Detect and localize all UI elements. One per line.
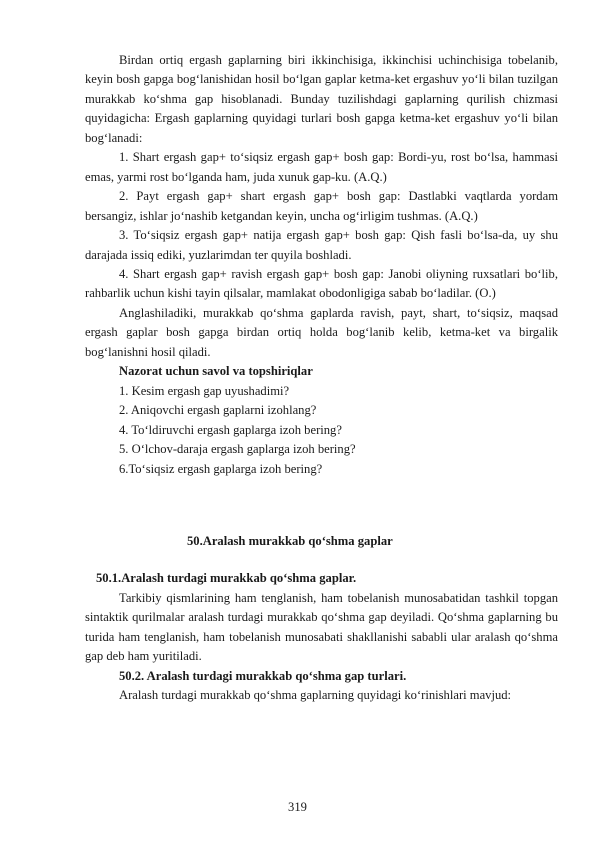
section-spacer (85, 479, 558, 532)
section-spacer (85, 551, 558, 569)
section-heading-50-1: 50.1.Aralash turdagi murakkab qo‘shma gaplar. (96, 571, 357, 586)
page-number: 319 (288, 800, 307, 814)
paragraph-intro: Birdan ortiq ergash gaplarning biri ikkinchisiga, ikkinchisi uchinchisiga tobelanib, keyin bosh gapga bog‘lanishidan hosil bo‘lgan gaplar ketma-ket ergashuv yo‘li bilan tuzilgan murakkab ko‘shma gap hisoblanadi. Bunday tuzilishdagi gaplarning qurilish chizmasi quyidagicha: Ergash gaplarning quyidagi turlari bosh gapga ketma-ket ergashuv yo‘li bilan bog‘lanadi: (85, 53, 558, 145)
question-item: 6.To‘siqsiz ergash gaplarga izoh bering? (119, 461, 323, 476)
questions-heading: Nazorat uchun savol va topshiriqlar (119, 364, 313, 379)
question-item: 5. O‘lchov-daraja ergash gaplarga izoh bering? (119, 442, 356, 457)
section-heading-50-2: 50.2. Aralash turdagi murakkab qo‘shma gap turlari. (119, 668, 407, 683)
section-paragraph-50-2: Aralash turdagi murakkab qo‘shma gaplarning quyidagi ko‘rinishlari mavjud: (119, 688, 512, 703)
question-item: 4. To‘ldiruvchi ergash gaplarga izoh bering? (119, 422, 342, 437)
question-item: 1. Kesim ergash gap uyushadimi? (119, 383, 290, 398)
paragraph-example-3: 3. To‘siqsiz ergash gap+ natija ergash gap+ bosh gap: Qish fasli bo‘lsa-da, uy shu darajada issiq ediki, yuzlarimdan ter quyila boshladi. (85, 228, 558, 262)
paragraph-conclusion: Anglashiladiki, murakkab qo‘shma gaplarda ravish, payt, shart, to‘siqsiz, maqsad ergash gaplar bosh gapga birdan ortiq holda bog‘lanib kelib, ketma-ket va birgalik bog‘lanishni hosil qiladi. (85, 305, 558, 359)
section-paragraph-50-1: Tarkibiy qismlarining ham tenglanish, ham tobelanish munosabatidan tashkil topgan sintaktik qurilmalar aralash turdagi murakkab qo‘shma gap deyiladi. Qo‘shma gaplarning bu turida ham tenglanish, ham tobelanish munosabati shakllanishi sababli ular aralash qo‘shma gap deb ham yuritiladi. (85, 590, 558, 664)
paragraph-example-1: 1. Shart ergash gap+ to‘siqsiz ergash gap+ bosh gap: Bordi-yu, rost bo‘lsa, hammasi emas, yarmi rost bo‘lganda ham, juda xunuk gap-ku. (A.Q.) (85, 150, 558, 184)
document-page (85, 51, 558, 706)
question-item: 2. Aniqovchi ergash gaplarni izohlang? (119, 403, 317, 418)
paragraph-example-4: 4. Shart ergash gap+ ravish ergash gap+ bosh gap: Janobi oliyning ruxsatlari bo‘lib, rahbarlik uchun kishi tayin qilsalar, mamlakat obodonligiga sabab bo‘ladilar. (O.) (85, 266, 558, 301)
chapter-title: 50.Aralash murakkab qo‘shma gaplar (187, 533, 393, 548)
paragraph-example-2: 2. Payt ergash gap+ shart ergash gap+ bosh gap: Dastlabki vaqtlarda yordam bersangiz, ishlar jo‘nashib ketgandan keyin, uncha og‘irligim tushmas. (A.Q.) (85, 189, 558, 223)
